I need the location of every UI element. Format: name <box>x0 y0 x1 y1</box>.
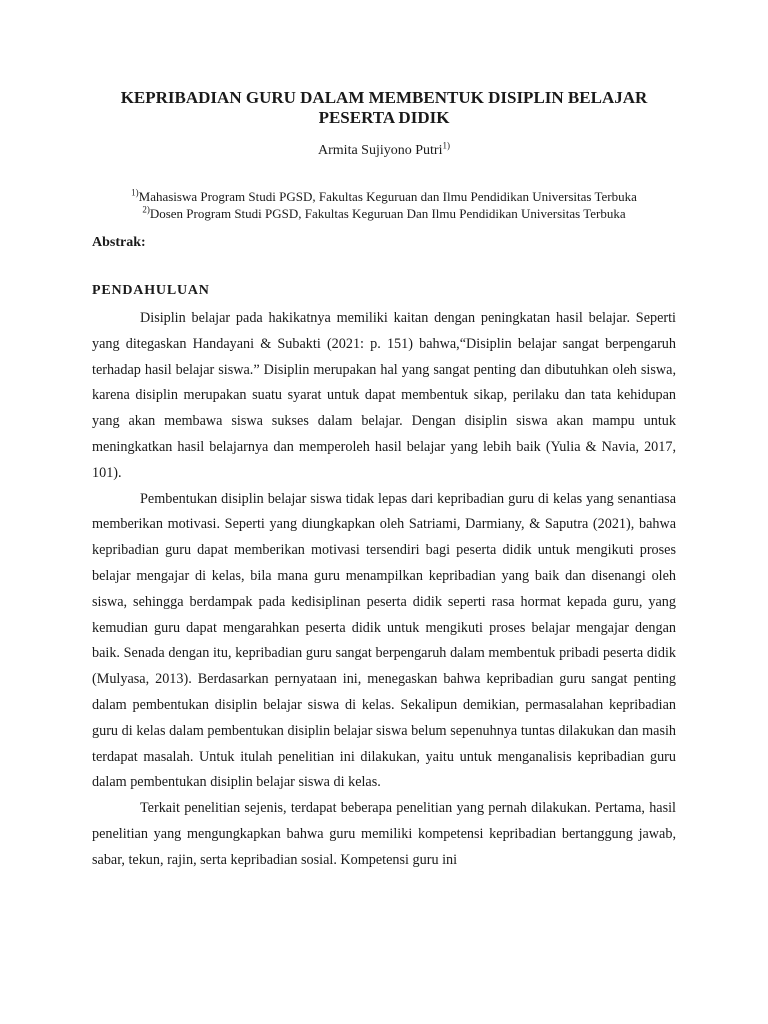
affiliation-2-text: Dosen Program Studi PGSD, Fakultas Keguruan Dan Ilmu Pendidikan Universitas Terbuka <box>149 206 626 221</box>
affiliation-1-marker: 1) <box>131 187 139 198</box>
abstract-label: Abstrak: <box>92 235 146 250</box>
affiliation-1 <box>92 188 676 205</box>
affiliation-2-marker: 2) <box>142 204 150 215</box>
paragraph: Pembentukan disiplin belajar siswa tidak lepas dari kepribadian guru di kelas yang senantiasa memberikan motivasi. Seperti yang diungkapkan oleh Satriami, Darmiany, & Saputra (2021), bahwa kepribadian guru dapat memberikan motivasi tersendiri bagi peserta didik untuk mengikuti proses belajar mengajar di kelas, bila mana guru menampilkan kepribadian yang baik dan disenangi oleh siswa, sehingga berdampak pada kedisiplinan peserta didik seperti rasa hormat kepada guru, yang kemudian guru dapat mengarahkan peserta didik untuk mengikuti proses belajar mengajar dengan baik. Senada dengan itu, kepribadian guru sangat berpengaruh dalam membentuk pribadi peserta didik (Mulyasa, 2013). Berdasarkan pernyataan ini, menegaskan bahwa kepribadian guru sangat penting dalam pembentukan disiplin belajar siswa di kelas. Sekalipun demikian, permasalahan kepribadian guru di kelas dalam pembentukan disiplin belajar siswa belum sepenuhnya tuntas dilakukan dan masih terdapat masalah. Untuk itulah penelitian ini dilakukan, yaitu untuk menganalisis kepribadian guru dalam pembentukan disiplin belajar siswa di kelas. <box>92 490 676 791</box>
paragraph: Disiplin belajar pada hakikatnya memiliki kaitan dengan peningkatan hasil belajar. Seperti yang ditegaskan Handayani & Subakti (2021: p. 151) bahwa,“Disiplin belajar sangat berpengaruh terhadap hasil belajar siswa.” Disiplin merupakan hal yang sangat penting dan dibutuhkan oleh siswa, karena disiplin merupakan suatu syarat untuk dapat membentuk sikap, perilaku dan tata kehidupan yang akan membawa siswa sukses dalam belajar. Dengan disiplin siswa akan mampu untuk meningkatkan hasil belajarnya dan memperoleh hasil belajar yang lebih baik (Yulia & Navia, 2017, 101). <box>92 310 676 481</box>
paragraph: Terkait penelitian sejenis, terdapat beberapa penelitian yang pernah dilakukan. Pertama, hasil penelitian yang mengungkapkan bahwa guru memiliki kompetensi kepribadian bertanggung jawab, sabar, tekun, rajin, serta kepribadian sosial. Kompetensi guru ini <box>92 800 676 868</box>
author-name: Armita Sujiyono Putri <box>318 143 443 158</box>
affiliation-1-text: Mahasiswa Program Studi PGSD, Fakultas Keguruan dan Ilmu Pendidikan Universitas Terbuka <box>138 189 637 204</box>
affiliations <box>92 188 676 222</box>
author-affiliation-marker: 1) <box>442 140 450 151</box>
section-heading: PENDAHULUAN <box>92 283 210 298</box>
author-line <box>92 142 676 160</box>
affiliation-2 <box>92 205 676 222</box>
body-text <box>92 306 676 874</box>
paper-title: KEPRIBADIAN GURU DALAM MEMBENTUK DISIPLIN BELAJAR PESERTA DIDIK <box>120 88 648 127</box>
